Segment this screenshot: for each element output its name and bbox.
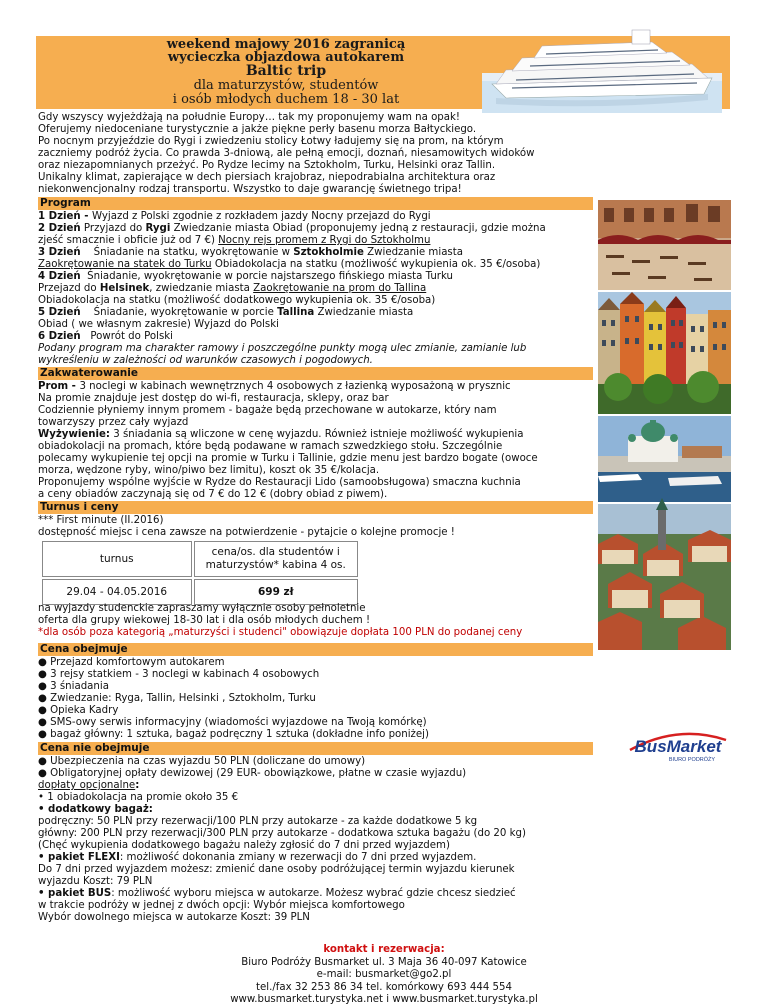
optional-heading: dopłaty opcjonalne xyxy=(38,780,136,791)
prom-label: Prom - xyxy=(38,381,80,392)
logo-name: BusMarket xyxy=(634,737,722,756)
accommodation-line: obiadokolacji na promach, które będą podawane w ramach szwedzkiego stołu. Szczególnie xyxy=(38,441,503,452)
included-item: 3 śniadania xyxy=(50,681,109,692)
subtitle-line-2: i osób młodych duchem 18 - 30 lat xyxy=(172,92,400,107)
day-3-text: Śniadanie na statku, wyokrętowanie w xyxy=(80,247,294,258)
accommodation-line: morza, wędzone ryby, wino/piwo bez limitu), koszt ok 35 €/kolacja. xyxy=(38,465,380,476)
price-table xyxy=(40,539,360,607)
note-adults: na wyjazdy studenckie zapraszamy wyłącznie osoby pełnoletnie xyxy=(38,603,366,614)
stockholm-houses-photo xyxy=(598,292,731,414)
note-surcharge: *dla osób poza kategorią „maturzyści i studenci" obowiązuje dopłata 100 PLN do podanej ceny xyxy=(38,627,523,638)
day-2-text-2: Zwiedzanie miasta Obiad (proponujemy jedną z restauracji, gdzie można xyxy=(170,223,546,234)
included-item: bagaż główny: 1 sztuka, bagaż podręczny 1 sztuka (dokładne info poniżej) xyxy=(50,729,429,740)
bus-text: : możliwość wyboru miejsca w autokarze. Możesz wybrać gdzie chcesz siedzieć xyxy=(111,888,516,899)
day-5-label: 5 Dzień xyxy=(38,307,81,318)
col-price-header: cena/os. dla studentów i maturzystów* kabina 4 os. xyxy=(194,541,359,577)
excluded-line: • 1 obiadokolacja na promie około 35 € xyxy=(38,792,239,803)
day-4-city: Helsinek xyxy=(99,283,150,294)
excluded-line: podręczny: 50 PLN przy rezerwacji/100 PLN przy autokarze - za każde dodatkowe 5 kg xyxy=(38,816,478,827)
prom-text: 3 noclegi w kabinach wewnętrznych 4 osobowych z łazienką wyposażoną w prysznic xyxy=(79,381,511,392)
cafe-square-photo xyxy=(598,200,731,290)
day-6-label: 6 Dzień xyxy=(38,331,81,342)
contact-title: kontakt i rezerwacja xyxy=(323,944,441,955)
intro-line: Gdy wszyscy wyjeżdżają na południe Europy… tak my proponujemy wam na opak! xyxy=(38,112,460,123)
included-item: Zwiedzanie: Ryga, Tallin, Helsinki , Sztokholm, Turku xyxy=(50,693,316,704)
intro-line: Po nocnym przyjeździe do Rygi i zwiedzeniu stolicy Łotwy ładujemy się na prom, na którym xyxy=(38,136,504,147)
day-2-label: 2 Dzień xyxy=(38,223,81,234)
section-accommodation-heading: Zakwaterowanie xyxy=(38,367,593,380)
excluded-line: Do 7 dni przed wyjazdem możesz: zmienić dane osoby podróżującej termin wyjazdu kierunek xyxy=(38,864,515,875)
included-list: ● Przejazd komfortowym autokarem ● 3 rejsy statkiem - 3 noclegi w kabinach 4 osobowych ● 3 śniadania ● Zwiedzanie: Ryga, Tallin, Helsinki , Sztokholm, Turku ● Opieka Kadry ● SMS-owy serwis informacyjny (wiadomości wyjazdowe na Twoją komórkę) ● bagaż główny: 1 sztuka, bagaż podręczny 1 sztuka (dokładne info poniżej) xyxy=(38,657,429,740)
intro-line: niekonwencjonalny rodzaj transportu. Wszystko to daje gwarancję świetnego tripa! xyxy=(38,184,462,195)
title-line-3: Baltic trip xyxy=(245,63,327,79)
day-1-text: Wyjazd z Polski zgodnie z rozkładem jazdy Nocny przejazd do Rygi xyxy=(92,211,431,222)
contact-phone: tel./fax 32 253 86 34 tel. komórkowy 693 444 554 xyxy=(255,981,512,993)
subtitle-line-1: dla maturzystów, studentów xyxy=(193,78,379,93)
turnus-date: 29.04 - 04.05.2016 xyxy=(42,579,192,605)
section-program-heading: Program xyxy=(38,197,593,210)
accommodation-text xyxy=(38,381,598,501)
price-value: 699 zł xyxy=(194,579,359,605)
availability-line: dostępność miejsc i cena zawsze na potwierdzenie - pytajcie o kolejne promocje ! xyxy=(38,527,455,538)
excluded-line: (Chęć wykupienia dodatkowego bagażu należy zgłosić do 7 dni przed wyjazdem) xyxy=(38,840,450,851)
title-line-2: wycieczka objazdowa autokarem xyxy=(167,49,405,65)
included-item: Opieka Kadry xyxy=(50,705,119,716)
photo-column xyxy=(598,200,731,650)
food-text: 3 śniadania są wliczone w cenę wyjazdu. Również istnieje możliwość wykupienia xyxy=(110,429,524,440)
section-dates-heading: Turnus i ceny xyxy=(38,501,593,514)
excluded-line: główny: 200 PLN przy rezerwacji/300 PLN przy autokarze - dodatkowa sztuka bagażu (do 20 kg) xyxy=(38,828,526,839)
included-item: Przejazd komfortowym autokarem xyxy=(50,657,225,668)
intro-line: Unikalny klimat, zapierające w dech piersiach krajobraz, niepodrabialna architektura oraz xyxy=(38,172,496,183)
logo-tagline: BIURO PODRÓŻY xyxy=(668,757,716,763)
col-turnus-header: turnus xyxy=(42,541,192,577)
helsinki-cathedral-photo xyxy=(598,416,731,502)
excluded-line: w trakcie podróży w jednej z dwóch opcji: Wybór miejsca komfortowego xyxy=(38,900,405,911)
intro-line: oraz niezapomnianych przeżyć. Po Rydze lecimy na Sztokholm, Turku, Helsinki oraz Tallin. xyxy=(38,160,496,171)
food-label: Wyżywienie: xyxy=(38,429,110,440)
contact-footer: kontakt i rezerwacja: Biuro Podróży Busmarket ul. 3 Maja 36 40-097 Katowice e-mail: busmarket@go2.pl tel./fax 32 253 86 34 tel. komórkowy 693 444 554 www.busmarket.turystyka.net i www.busmarket.turystyka.pl xyxy=(200,944,568,1007)
accommodation-line: Proponujemy wspólne wyjście w Rydze do Restauracji Lido (samoobsługowa) smaczna kuchnia xyxy=(38,477,521,488)
day-5-text-2: Zwiedzanie miasta xyxy=(314,307,414,318)
header-text xyxy=(96,39,476,107)
extra-baggage-label: • dodatkowy bagaż xyxy=(38,804,149,815)
day-4-line-2b: , zwiedzanie miasta xyxy=(149,283,254,294)
accommodation-line: Na promie znajduje jest dostęp do wi-fi, restauracja, sklepy, oraz bar xyxy=(38,393,389,404)
day-4-label: 4 Dzień xyxy=(38,271,81,282)
day-6-text: Powrót do Polski xyxy=(80,331,173,342)
day-5-line-2: Obiad ( we własnym zakresie) Wyjazd do Polski xyxy=(38,319,279,330)
day-3-city: Sztokholmie xyxy=(293,247,364,258)
section-included-heading: Cena obejmuje xyxy=(38,643,593,656)
cruise-ship-image xyxy=(482,18,722,113)
section-excluded-heading: Cena nie obejmuje xyxy=(38,742,593,755)
day-3-line-2: Obiadokolacja na statku (możliwość wykupienia ok. 35 €/osoba) xyxy=(211,259,541,270)
day-4-line-3: Obiadokolacja na statku (możliwość dodatkowego wykupienia ok. 35 €/osoba) xyxy=(38,295,436,306)
first-minute-line: *** First minute (II.2016) xyxy=(38,515,164,526)
dates-notes xyxy=(38,603,598,639)
day-2-line-2: zjeść smacznie i obficie już od 7 €) xyxy=(38,235,219,246)
note-age: oferta dla grupy wiekowej 18-30 lat i dla osób młodych duchem ! xyxy=(38,615,371,626)
bus-label: • pakiet BUS xyxy=(38,888,112,899)
header-banner xyxy=(36,36,730,109)
day-4-line-2: Przejazd do xyxy=(38,283,100,294)
day-3-label: 3 Dzień xyxy=(38,247,81,258)
title-line-1: weekend majowy 2016 zagranicą xyxy=(166,37,406,52)
excluded-line: ● Obligatoryjnej opłaty dewizowej (29 EUR- obowiązkowe, płatne w czasie wyjazdu) xyxy=(38,768,467,779)
included-item: SMS-owy serwis informacyjny (wiadomości wyjazdowe na Twoją komórkę) xyxy=(50,717,427,728)
program-text xyxy=(38,211,598,367)
contact-address: Biuro Podróży Busmarket ul. 3 Maja 36 40-097 Katowice xyxy=(241,956,527,968)
program-note-2: wykreśleniu w zależności od warunków czasowych i pogodowych. xyxy=(38,355,373,366)
excluded-text: ● Ubezpieczenia na czas wyjazdu 50 PLN (doliczane do umowy) ● Obligatoryjnej opłaty dewizowej (29 EUR- obowiązkowe, płatne w czasie wyjazdu) dopłaty opcjonalne: • 1 obiadokolacja na promie około 35 € • dodatkowy bagaż: podręczny: 50 PLN przy rezerwacji/100 PLN przy autokarze - za każde dodatkowe 5 kg główny: 200 PLN przy rezerwacji/300 PLN przy autokarze - dodatkowa sztuka bagażu (do 20 kg) (Chęć wykupienia dodatkowego bagażu należy zgłosić do 7 dni przed wyjazdem) • pakiet FLEXI: możliwość dokonania zmiany w rezerwacji do 7 dni przed wyjazdem. Do 7 dni przed wyjazdem możesz: zmienić dane osoby podróżującej termin wyjazdu kierunek wyjazdu Koszt: 79 PLN • pakiet BUS: możliwość wyboru miejsca w autokarze. Możesz wybrać gdzie chcesz siedzieć w trakcie podróży w jednej z dwóch opcji: Wybór miejsca komfortowego Wybór dowolnego miejsca w autokarze Koszt: 39 PLN xyxy=(38,756,598,924)
excluded-line: ● Ubezpieczenia na czas wyjazdu 50 PLN (doliczane do umowy) xyxy=(38,756,366,767)
excluded-line: wyjazdu Koszt: 79 PLN xyxy=(38,876,153,887)
day-5-city: Tallina xyxy=(277,307,315,318)
contact-email[interactable]: e-mail: busmarket@go2.pl xyxy=(316,969,452,980)
day-2-text: Przyjazd do xyxy=(80,223,146,234)
intro-text xyxy=(38,112,598,196)
included-item: 3 rejsy statkiem - 3 noclegi w kabinach 4 osobowych xyxy=(50,669,320,680)
day-4-text: Śniadanie, wyokrętowanie w porcie najstarszego fińskiego miasta Turku xyxy=(80,271,454,282)
accommodation-line: Codziennie płyniemy innym promem - bagaże będą przechowane w autokarze, który nam xyxy=(38,405,497,416)
day-5-text: Śniadanie, wyokrętowanie w porcie xyxy=(80,307,278,318)
tallinn-oldtown-photo xyxy=(598,504,731,650)
day-4-ferry-link: Zaokrętowanie na prom do Tallina xyxy=(253,283,427,294)
program-note: Podany program ma charakter ramowy i poszczególne punkty mogą ulec zmianie, zamianie lub xyxy=(38,343,527,354)
day-2-city: Rygi xyxy=(145,223,171,234)
flexi-label: • pakiet FLEXI xyxy=(38,852,120,863)
intro-line: Oferujemy niedoceniane turystycznie a jakże piękne perły basenu morza Bałtyckiego. xyxy=(38,124,477,135)
accommodation-line: a ceny obiadów zaczynają się od 7 € do 12 € (dobry obiad z piwem). xyxy=(38,489,388,500)
day-3-ferry-link: Zaokrętowanie na statek do Turku xyxy=(38,259,212,270)
accommodation-line: polecamy wykupienie tej opcji na promie w Turku i Tallinie, gdzie menu jest bardzo bogate (owoce xyxy=(38,453,538,464)
busmarket-logo xyxy=(628,730,728,764)
day-3-text-2: Zwiedzanie miasta xyxy=(363,247,463,258)
day-1-label: 1 Dzień - xyxy=(38,211,92,222)
contact-websites[interactable]: www.busmarket.turystyka.net i www.busmarket.turystyka.pl xyxy=(230,994,538,1005)
dates-intro xyxy=(38,515,598,539)
day-2-ferry-link: Nocny rejs promem z Rygi do Sztokholmu xyxy=(218,235,431,246)
intro-line: zaczniemy podróż życia. Co prawda 3-dniową, ale pełną emocji, doznań, niesamowitych widoków xyxy=(38,148,535,159)
flexi-text: : możliwość dokonania zmiany w rezerwacji do 7 dni przed wyjazdem. xyxy=(119,852,477,863)
accommodation-line: towarzyszy przez cały wyjazd xyxy=(38,417,189,428)
excluded-line: Wybór dowolnego miejsca w autokarze Koszt: 39 PLN xyxy=(38,912,310,923)
